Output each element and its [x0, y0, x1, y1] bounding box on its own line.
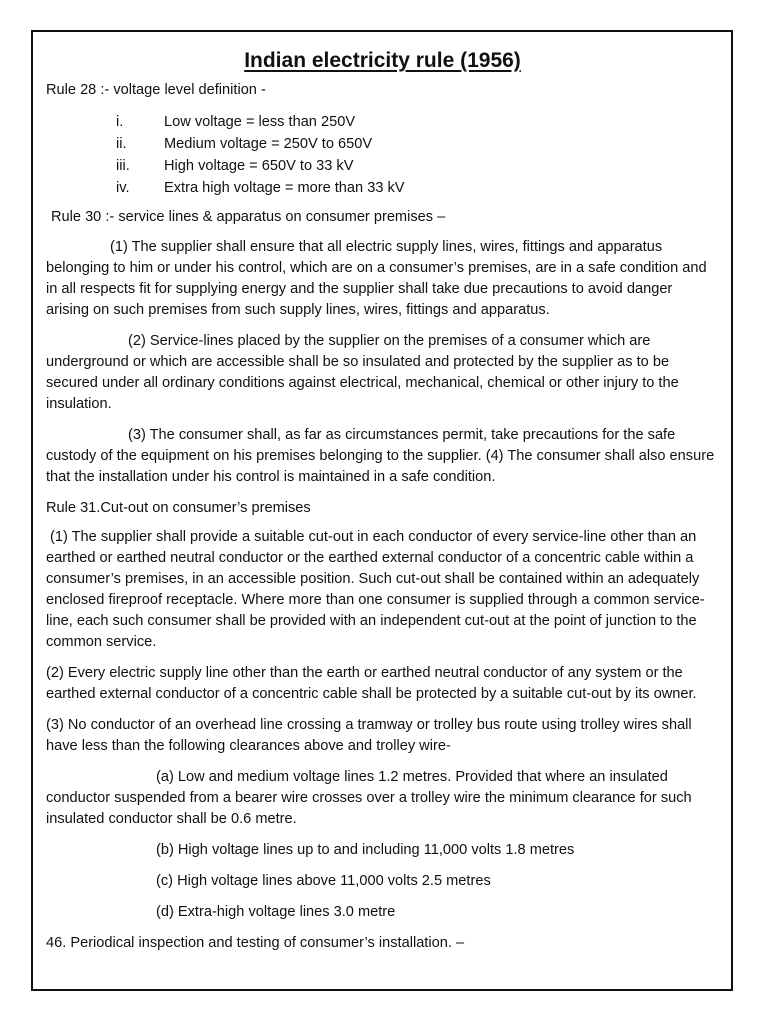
list-item — [46, 177, 719, 199]
rule-30-heading: Rule 30 :- service lines & apparatus on consumer premises – — [51, 209, 446, 225]
list-item-number: ii. — [116, 136, 127, 152]
rule-31-heading: Rule 31.Cut-out on consumer’s premises — [46, 500, 311, 516]
list-item-number: iii. — [116, 158, 130, 174]
list-item — [46, 133, 719, 155]
voltage-level-list — [46, 111, 719, 199]
rule-46-heading: 46. Periodical inspection and testing of consumer’s installation. – — [46, 935, 465, 951]
rule-28-heading: Rule 28 :- voltage level definition - — [46, 82, 266, 98]
list-item — [46, 155, 719, 177]
list-item-text: Extra high voltage = more than 33 kV — [164, 180, 405, 196]
clearance-item-a: (a) Low and medium voltage lines 1.2 metres. Provided that where an insulated conductor suspended from a bearer wire crosses over a trolley wire the minimum clearance for such insulated conductor shall be 0.6 metre. — [46, 769, 692, 827]
list-item-number: i. — [116, 114, 124, 130]
list-item — [46, 111, 719, 133]
rule-31-paragraph-2: (2) Every electric supply line other than the earth or earthed neutral conductor of any system or the earthed external conductor of a concentric cable shall be protected by a suitable cut-out by its owner. — [46, 665, 697, 702]
list-item-text: Medium voltage = 250V to 650V — [164, 136, 373, 152]
rule-30-paragraph-3: (3) The consumer shall, as far as circumstances permit, take precautions for the safe custody of the equipment on his premises belonging to the supplier. (4) The consumer shall also ensure that the installation under his control is maintained in a safe condition. — [46, 427, 715, 485]
rule-30-paragraph-1: (1) The supplier shall ensure that all electric supply lines, wires, fittings and apparatus belonging to him or under his control, which are on a consumer’s premises, are in a safe condition and in all respects fit for supplying energy and the supplier shall take due precautions to avoid danger arising on such premises from such supply lines, wires, fittings and apparatus. — [46, 239, 707, 318]
document-frame — [31, 30, 733, 991]
rule-31-paragraph-1: (1) The supplier shall provide a suitable cut-out in each conductor of every service-line other than an earthed or earthed neutral conductor or the earthed external conductor of a concentric cable within a consumer’s premises, in an accessible position. Such cut-out shall be contained within an adequately enclosed fireproof receptacle. Where more than one consumer is supplied through a common service-line, each such consumer shall be provided with an independent cut-out at the point of junction to the common service. — [46, 529, 705, 650]
list-item-number: iv. — [116, 180, 130, 196]
clearance-item-d: (d) Extra-high voltage lines 3.0 metre — [156, 904, 396, 920]
rule-30-paragraph-2: (2) Service-lines placed by the supplier on the premises of a consumer which are underground or which are accessible shall be so insulated and protected by the supplier as to be secured under all ordinary conditions against electrical, mechanical, chemical or other injury to the insulation. — [46, 333, 679, 412]
page-title: Indian electricity rule (1956) — [244, 49, 521, 72]
clearance-item-c: (c) High voltage lines above 11,000 volts 2.5 metres — [156, 873, 491, 889]
list-item-text: High voltage = 650V to 33 kV — [164, 158, 354, 174]
rule-31-paragraph-3: (3) No conductor of an overhead line crossing a tramway or trolley bus route using trolley wires shall have less than the following clearances above and trolley wire- — [46, 717, 692, 754]
clearance-item-b: (b) High voltage lines up to and including 11,000 volts 1.8 metres — [156, 842, 575, 858]
list-item-text: Low voltage = less than 250V — [164, 114, 356, 130]
